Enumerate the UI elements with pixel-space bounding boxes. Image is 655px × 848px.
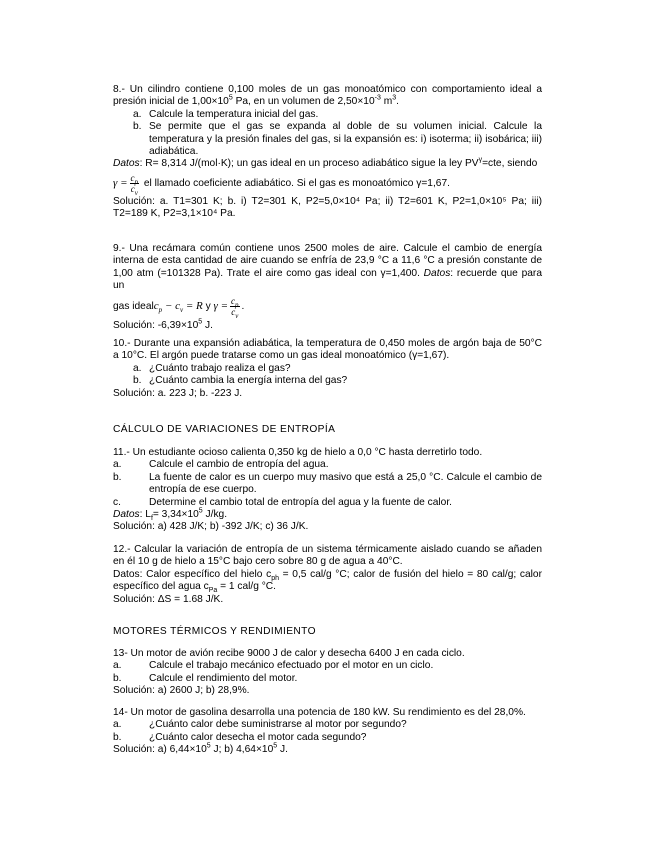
problem-8-data: Datos: R= 8,314 J/(mol·K); un gas ideal en un proceso adiabático sigue la ley $PV^\gamma=cte$, siendo: [113, 157, 538, 170]
section-heading-entropy: CÁLCULO DE VARIACIONES DE ENTROPÍA: [113, 424, 336, 435]
problem-14-statement: 14- Un motor de gasolina desarrolla una potencia de 180 kW. Su rendimiento es del 28,0%.: [113, 707, 526, 718]
problem-11-solution: Solución: a) 428 J/K; b) -392 J/K; c) 36 J/K.: [113, 521, 309, 533]
problem-11-item-c: c. Determine el cambio total de entropía del agua y la fuente de calor.: [113, 496, 452, 508]
problem-11-item-a: a. Calcule el cambio de entropía del agua.: [113, 459, 329, 471]
problem-8: [113, 84, 542, 221]
problem-11-statement: 11.- Un estudiante ocioso calienta 0,350 kg de hielo a 0,0 °C hasta derretirlo todo.: [113, 447, 483, 458]
problem-8-gamma-definition: γ = $\frac{c_p}{c_v}$ el llamado coeficiente adiabático. Si el gas es monoatómico γ=1,67.: [113, 172, 450, 197]
gamma-fraction-9: $\frac{c_p}{c_v}$: [231, 295, 239, 320]
problem-13-item-b: b. Calcule el rendimiento del motor.: [113, 672, 298, 684]
problem-13-statement: 13- Un motor de avión recibe 9000 J de calor y desecha 6400 J en cada ciclo.: [113, 648, 465, 659]
problem-11-item-b: b. La fuente de calor es un cuerpo muy masivo que está a 25,0 °C. Calcule el cambio de entropía de ese cuerpo.: [113, 471, 542, 496]
problem-9-equations: gas idealc$_p$ − $c_v = R$ y γ = $\frac{c_p}{c_v}$ .: [113, 295, 245, 320]
problem-8-item-a: a. Calcule la temperatura inicial del gas.: [133, 108, 319, 120]
problem-14-item-a: a. ¿Cuánto calor debe suministrarse al motor por segundo?: [113, 719, 407, 731]
problem-10-item-b: b. ¿Cuánto cambia la energía interna del gas?: [133, 375, 348, 387]
problem-14: [113, 707, 542, 757]
problem-8-statement: 8.- Un cilindro contiene 0,100 moles de un gas monoatómico con comportamiento ideal a presión inicial de $1,00\times 10^5$ Pa, en un volumen de $2,50\times 10^{-3}$ $m^3$.: [113, 84, 542, 108]
problem-10: [113, 338, 542, 400]
problem-10-item-a: a. ¿Cuánto trabajo realiza el gas?: [133, 362, 291, 374]
problem-11: [113, 447, 542, 534]
problem-13-item-a: a. Calcule el trabajo mecánico efectuado por el motor en un ciclo.: [113, 660, 434, 672]
gamma-fraction: $\frac{c_p}{c_v}$: [130, 172, 139, 197]
problem-9-solution: Solución: $-6,39\times 10^5$ J.: [113, 318, 213, 331]
problem-12-solution: Solución: ΔS = 1.68 J/K.: [113, 593, 224, 605]
problem-9: [113, 243, 542, 332]
problem-8-solution: Solución: a. T1=301 K; b. i) T2=301 K, P2=5,0×10⁴ Pa; ii) T2=601 K, P2=1,0×10⁵ Pa; iii) T2=189 K, P2=3,1×10⁴ Pa.: [113, 195, 542, 220]
problem-10-solution: Solución: a. 223 J; b. -223 J.: [113, 387, 243, 399]
problem-9-statement: 9.- Una recámara común contiene unos 2500 moles de aire. Calcule el cambio de energía interna de esta cantidad de aire cuando se enfría de 23,9 °C a 11,6 °C a presión constante de 1,00 atm (=101328 Pa). Trate el aire como gas ideal con γ=1,400. Datos: recuerde que para un: [113, 243, 542, 292]
problem-10-statement: 10.- Durante una expansión adiabática, la temperatura de 0,450 moles de argón baja de 50°C a 10°C. El argón puede tratarse como un gas ideal monoatómico (γ=1,67).: [113, 338, 542, 362]
problem-14-solution: Solución: a) $6,44\times 10^5$ J; b) $4,64\times 10^5$ J.: [113, 742, 288, 756]
problem-12-statement: 12.- Calcular la variación de entropía de un sistema térmicamente aislado cuando se añaden en él 10 g de hielo a 15°C bajo cero sobre 80 g de agua a 40°C.: [113, 544, 542, 568]
problem-14-item-b: b. ¿Cuánto calor desecha el motor cada segundo?: [113, 731, 367, 743]
problem-8-item-b: b. Se permite que el gas se expanda al doble de su volumen inicial. Calcule la temperatura y la presión finales del gas, si la expansión es: i) isoterma; ii) isobárica; iii) adiabática.: [133, 121, 542, 158]
problem-12-data: Datos: Calor específico del hielo $c_{ph} = 0,5$ cal/g °C; calor de fusión del hielo = 80 cal/g; calor específico del agua $c_{Pa} = 1$ cal/g °C.: [113, 568, 542, 595]
problem-11-data: Datos: $L_f= 3,34\times 10^5$ J/kg.: [113, 507, 228, 523]
problem-12: [113, 544, 542, 606]
section-heading-engines: MOTORES TÉRMICOS Y RENDIMIENTO: [113, 626, 316, 637]
problem-13-solution: Solución: a) 2600 J; b) 28,9%.: [113, 685, 250, 697]
problem-13: [113, 648, 542, 698]
